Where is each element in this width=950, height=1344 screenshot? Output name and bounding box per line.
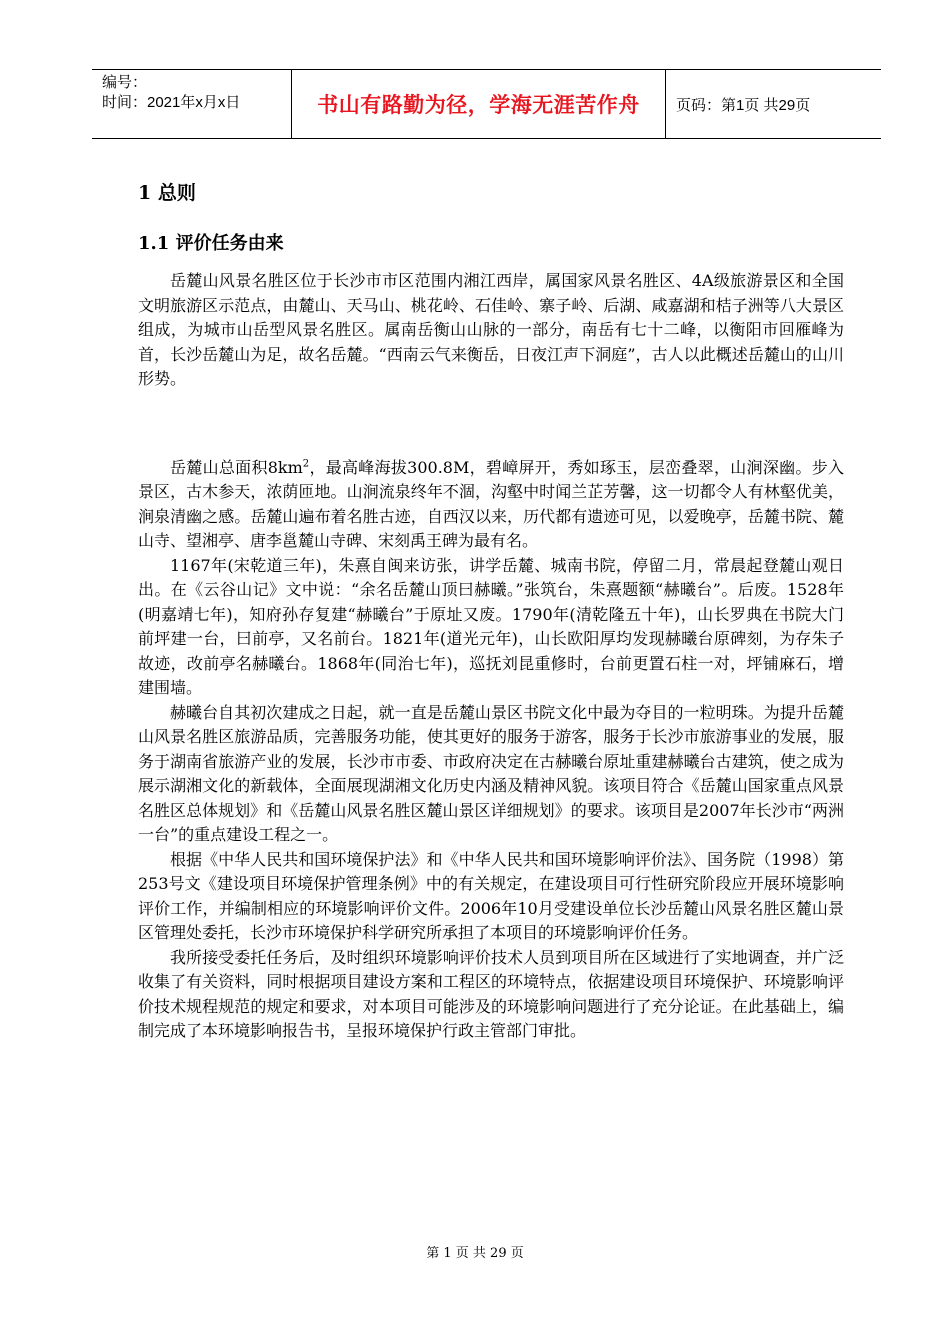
paragraph-hexitai: 赫曦台自其初次建成之日起，就一直是岳麓山景区书院文化中最为夺目的一粒明珠。为提升岳麓山风景名胜区旅游品质，完善服务功能，使其更好的服务于游客，服务于长沙市旅游事业的发展，服务于湖南省旅游产业的发展，长沙市市委、市政府决定在古赫曦台原址重建赫曦台古建筑，使之成为展示湖湘文化的新载体，全面展现湖湘文化历史内涵及精神风貌。该项目符合《岳麓山国家重点风景名胜区总体规划》和《岳麓山风景名胜区麓山景区详细规划》的要求。该项目是2007年长沙市“两洲一台”的重点建设工程之一。 xyxy=(138,702,844,844)
superscript-two: 2 xyxy=(302,458,310,470)
paragraph-area xyxy=(138,456,844,554)
page-footer: 第 1 页 共 29 页 xyxy=(426,1246,524,1261)
header-page-code: 页码：第1页 共29页 xyxy=(676,96,811,114)
paragraph-work-process: 我所接受委托任务后，及时组织环境影响评价技术人员到项目所在区域进行了实地调查，并广泛收集了有关资料，同时根据项目建设方案和工程区的环境特点，依据建设项目环境保护、环境影响评价技术规程规范的规定和要求，对本项目可能涉及的环境影响问题进行了充分论证。在此基础上，编制完成了本环境影响报告书，呈报环境保护行政主管部门审批。 xyxy=(138,947,844,1040)
page-header xyxy=(92,69,881,139)
document-number-label: 编号： xyxy=(102,74,148,91)
header-motto: 书山有路勤为径，学海无涯苦作舟 xyxy=(292,70,666,138)
subsection-title: 1.1 评价任务由来 xyxy=(138,233,284,254)
document-time-label: 时间：2021年x月x日 xyxy=(102,94,241,111)
paragraph-area-text-a: 岳麓山总面积8km xyxy=(170,457,303,477)
paragraph-legal-basis: 根据《中华人民共和国环境保护法》和《中华人民共和国环境影响评价法》、国务院（1998）第253号文《建设项目环境保护管理条例》中的有关规定，在建设项目可行性研究阶段应开展环境影响评价工作，并编制相应的环境影响评价文件。2006年10月受建设单位长沙岳麓山风景名胜区麓山景区管理处委托，长沙市环境保护科学研究所承担了本项目的环境影响评价任务。 xyxy=(138,849,844,942)
paragraph-intro: 岳麓山风景名胜区位于长沙市市区范围内湘江西岸，属国家风景名胜区、4A级旅游景区和全国文明旅游区示范点，由麓山、天马山、桃花岭、石佳岭、寨子岭、后湖、咸嘉湖和桔子洲等八大景区组成，为城市山岳型风景名胜区。属南岳衡山山脉的一部分，南岳有七十二峰，以衡阳市回雁峰为首，长沙岳麓山为足，故名岳麓。“西南云气来衡岳，日夜江声下洞庭”，古人以此概述岳麓山的山川形势。 xyxy=(138,271,844,388)
section-title: 1 总则 xyxy=(138,182,196,204)
header-info-cell xyxy=(92,70,292,138)
document-body xyxy=(138,178,844,1044)
paragraph-area-text-b: ，最高峰海拔300.8M，碧嶂屏开，秀如琢玉，层峦叠翠，山涧深幽。步入景区，古木参天，浓荫匝地。山涧流泉终年不涸，沟壑中时闻兰芷芳馨，这一切都令人有林壑优美，涧泉清幽之感。岳麓山遍布着名胜古迹，自西汉以来，历代都有遗迹可见，以爱晚亭，岳麓书院、麓山寺、望湘亭、唐李邕麓山寺碑、宋刻禹王碑为最有名。 xyxy=(138,457,844,550)
paragraph-history: 1167年(宋乾道三年)，朱熹自闽来访张，讲学岳麓、城南书院，停留二月，常晨起登麓山观日出。在《云谷山记》文中说：“余名岳麓山顶曰赫曦。”张筑台，朱熹题额“赫曦台”。后废。1528年(明嘉靖七年)，知府孙存复建“赫曦台”于原址又废。1790年(清乾隆五十年)，山长罗典在书院大门前坪建一台，曰前亭，又名前台。1821年(道光元年)，山长欧阳厚均发现赫曦台原碑刻，为存朱子故迹，改前亭名赫曦台。1868年(同治七年)，巡抚刘昆重修时，台前更置石柱一对，坪铺麻石，增建围墙。 xyxy=(138,555,844,697)
